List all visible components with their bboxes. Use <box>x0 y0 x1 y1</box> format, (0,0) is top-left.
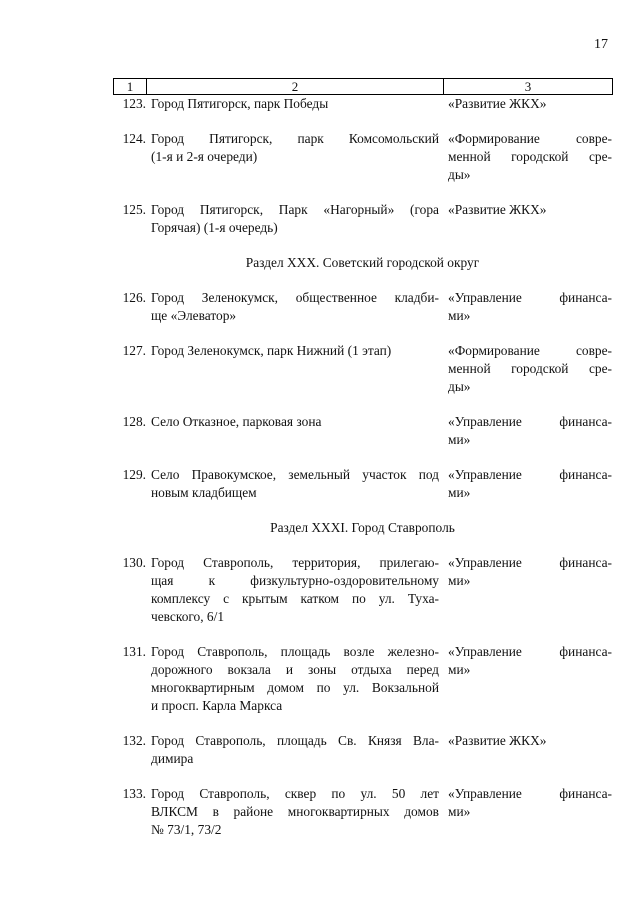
table-row <box>113 643 612 715</box>
row-number: 124. <box>122 131 146 146</box>
object-name: Город Зеленокумск, общественное кладби- ще «Элеватор» <box>151 290 439 323</box>
table-row <box>113 413 612 449</box>
program-name: «Управление финанса- ми» <box>448 467 612 500</box>
program-name: «Управление финанса- ми» <box>448 786 612 819</box>
program-name: «Управление финанса- ми» <box>448 555 612 588</box>
program-name: «Управление финанса- ми» <box>448 290 612 323</box>
section-heading: Раздел XXX. Советский городской округ <box>245 255 480 270</box>
row-number: 130. <box>122 555 146 570</box>
table-row <box>113 130 612 184</box>
row-number: 125. <box>122 202 146 217</box>
table-row <box>113 289 612 325</box>
row-number: 123. <box>122 96 146 111</box>
program-name: «Развитие ЖКХ» <box>448 733 547 748</box>
row-number: 127. <box>122 343 146 358</box>
table-row <box>113 342 612 396</box>
row-number: 133. <box>122 786 146 801</box>
object-name: Город Пятигорск, парк Комсомольский (1-я и 2-я очереди) <box>151 131 439 164</box>
table-row <box>113 732 612 768</box>
column-header-1: 1 <box>114 79 147 95</box>
table-row <box>113 95 612 113</box>
program-name: «Формирование совре- менной городской сре- ды» <box>448 131 612 182</box>
object-name: Село Отказное, парковая зона <box>151 414 322 429</box>
object-name: Город Ставрополь, площадь Св. Князя Вла- димира <box>151 733 439 766</box>
object-name: Город Пятигорск, парк Победы <box>151 96 329 111</box>
program-name: «Управление финанса- ми» <box>448 644 612 677</box>
program-name: «Формирование совре- менной городской сре- ды» <box>448 343 612 394</box>
object-name: Город Зеленокумск, парк Нижний (1 этап) <box>151 343 392 358</box>
object-name: Город Ставрополь, площадь возле железно- дорожного вокзала и зоны отдыха перед многоквартирным домом по ул. Вокзальной и просп. Карла Маркса <box>151 644 439 713</box>
table-row <box>113 201 612 237</box>
row-number: 131. <box>122 644 146 659</box>
column-header-2: 2 <box>147 79 444 95</box>
row-number: 129. <box>122 467 146 482</box>
table-header <box>113 78 613 95</box>
page-number: 17 <box>594 37 608 52</box>
object-name: Город Ставрополь, территория, прилегаю- щая к физкультурно-оздоровительному комплексу с крытым катком по ул. Туха- чевского, 6/1 <box>151 555 439 624</box>
program-name: «Управление финанса- ми» <box>448 414 612 447</box>
row-number: 128. <box>122 414 146 429</box>
row-number: 132. <box>122 733 146 748</box>
table-row <box>113 554 612 626</box>
program-name: «Развитие ЖКХ» <box>448 96 547 111</box>
table-row <box>113 466 612 502</box>
object-name: Город Пятигорск, Парк «Нагорный» (гора Горячая) (1-я очередь) <box>151 202 439 235</box>
object-name: Город Ставрополь, сквер по ул. 50 лет ВЛКСМ в районе многоквартирных домов № 73/1, 73/2 <box>151 786 439 837</box>
column-header-3: 3 <box>444 79 613 95</box>
object-name: Село Правокумское, земельный участок под новым кладбищем <box>151 467 439 500</box>
table-row <box>113 785 612 839</box>
row-number: 126. <box>122 290 146 305</box>
section-heading: Раздел XXXI. Город Ставрополь <box>270 520 455 535</box>
program-name: «Развитие ЖКХ» <box>448 202 547 217</box>
table-body <box>113 95 612 839</box>
